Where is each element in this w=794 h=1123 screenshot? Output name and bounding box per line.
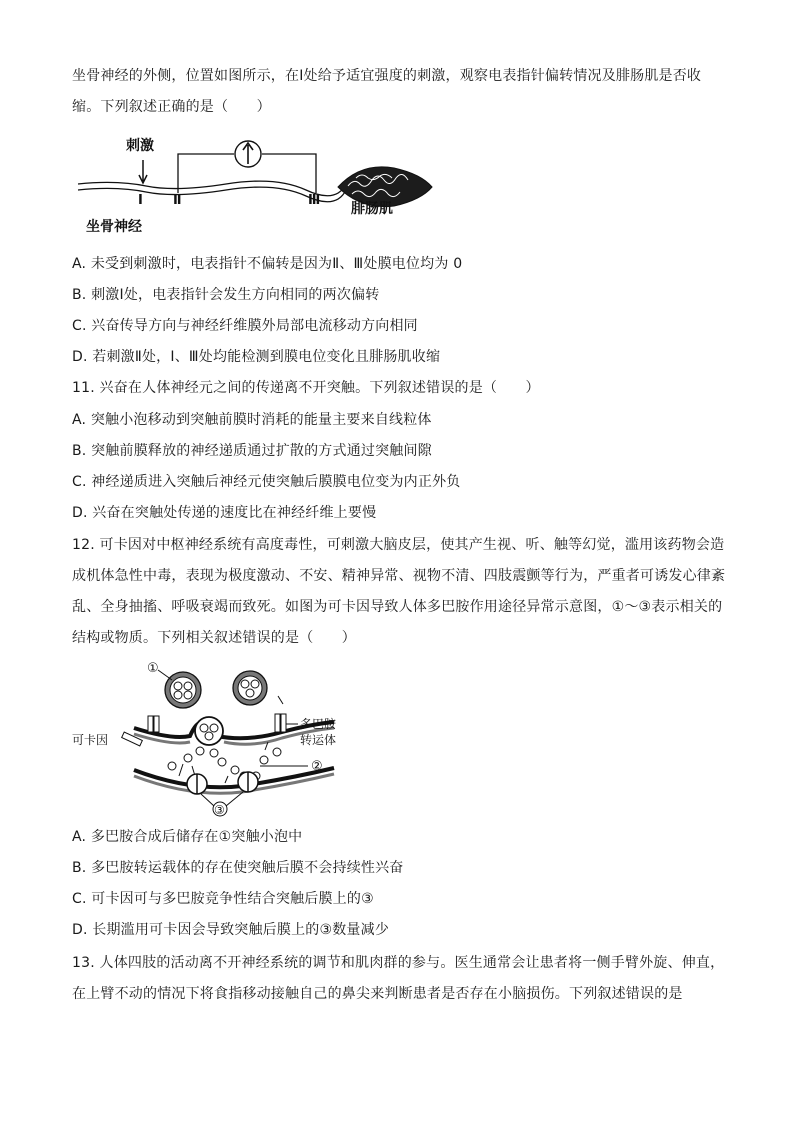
point-I-label: Ⅰ: [138, 193, 143, 208]
synaptic-vesicle-1: [165, 672, 201, 708]
q10-option-c: C. 兴奋传导方向与神经纤维膜外局部电流移动方向相同: [72, 318, 418, 334]
receptor-3-right: [238, 772, 258, 792]
q12-option-d: D. 长期滥用可卡因会导致突触后膜上的③数量减少: [72, 922, 390, 938]
label-1: ①: [147, 661, 159, 676]
synaptic-vesicle-2: [233, 671, 267, 705]
q10-option-a: A. 未受到刺激时，电表指针不偏转是因为Ⅱ、Ⅲ处膜电位均为 0: [72, 256, 463, 272]
q11-option-c: C. 神经递质进入突触后神经元使突触后膜膜电位变为内正外负: [72, 474, 461, 490]
q12-stem-line-4: 结构或物质。下列相关叙述错误的是（ ）: [72, 630, 356, 646]
q11-option-a: A. 突触小泡移动到突触前膜时消耗的能量主要来自线粒体: [72, 412, 432, 428]
stimulus-arrow-icon: [139, 160, 147, 183]
point-III-label: Ⅲ: [308, 193, 321, 208]
q12-stem-line-2: 成机体急性中毒，表现为极度激动、不安、精神异常、视物不清、四肢震颤等行为，严重者可诱发心律紊: [72, 568, 726, 584]
nerve-muscle-figure: [76, 134, 438, 238]
dopamine-transporter-right: [275, 714, 280, 732]
fusing-vesicle: [195, 717, 223, 745]
point-II-label: Ⅱ: [173, 193, 182, 208]
synapse-figure: [72, 658, 372, 818]
dopamine-molecules: [168, 747, 281, 780]
label-3: ③: [214, 803, 225, 817]
dopamine-transporter-left: [148, 716, 153, 732]
q11-option-b: B. 突触前膜释放的神经递质通过扩散的方式通过突触间隙: [72, 443, 432, 459]
sciatic-nerve-label: 坐骨神经: [86, 219, 142, 235]
q13-stem-line-2: 在上臂不动的情况下将食指移动接触自己的鼻尖来判断患者是否存在小脑损伤。下列叙述错误的是: [72, 986, 683, 1002]
cocaine-label: 可卡因: [72, 733, 109, 747]
transporter-label-line-2: 转运体: [300, 733, 337, 747]
q10-option-d: D. 若刺激Ⅱ处，Ⅰ、Ⅲ处均能检测到膜电位变化且腓肠肌收缩: [72, 349, 441, 365]
q10-stem-line-2: 缩。下列叙述正确的是（ ）: [72, 99, 271, 115]
stimulus-label: 刺激: [126, 138, 154, 154]
transporter-label-line-1: 多巴胺: [300, 717, 337, 731]
q12-option-c: C. 可卡因可与多巴胺竞争性结合突触后膜上的③: [72, 891, 374, 907]
q12-stem-line-1: 12. 可卡因对中枢神经系统有高度毒性，可刺激大脑皮层，使其产生视、听、触等幻觉，滥用该药物会造: [72, 537, 725, 553]
q12-option-a: A. 多巴胺合成后储存在①突触小泡中: [72, 829, 303, 845]
q13-stem-line-1: 13. 人体四肢的活动离不开神经系统的调节和肌肉群的参与。医生通常会让患者将一侧手臂外旋、伸直，: [72, 955, 725, 971]
label-2: ②: [311, 759, 323, 774]
q12-stem-line-3: 乱、全身抽搐、呼吸衰竭而致死。如图为可卡因导致人体多巴胺作用途径异常示意图，①～③表示相关的: [72, 599, 723, 615]
q10-stem-line-1: 坐骨神经的外侧，位置如图所示，在Ⅰ处给予适宜强度的刺激，观察电表指针偏转情况及腓肠肌是否收: [72, 68, 702, 84]
muscle-label: 腓肠肌: [351, 201, 393, 217]
q10-option-b: B. 刺激Ⅰ处，电表指针会发生方向相同的两次偏转: [72, 287, 380, 303]
receptor-3-left: [187, 774, 207, 794]
q11-option-d: D. 兴奋在突触处传递的速度比在神经纤维上要慢: [72, 505, 377, 521]
q12-option-b: B. 多巴胺转运载体的存在使突触后膜不会持续性兴奋: [72, 860, 404, 876]
q11-stem: 11. 兴奋在人体神经元之间的传递离不开突触。下列叙述错误的是（ ）: [72, 380, 540, 396]
